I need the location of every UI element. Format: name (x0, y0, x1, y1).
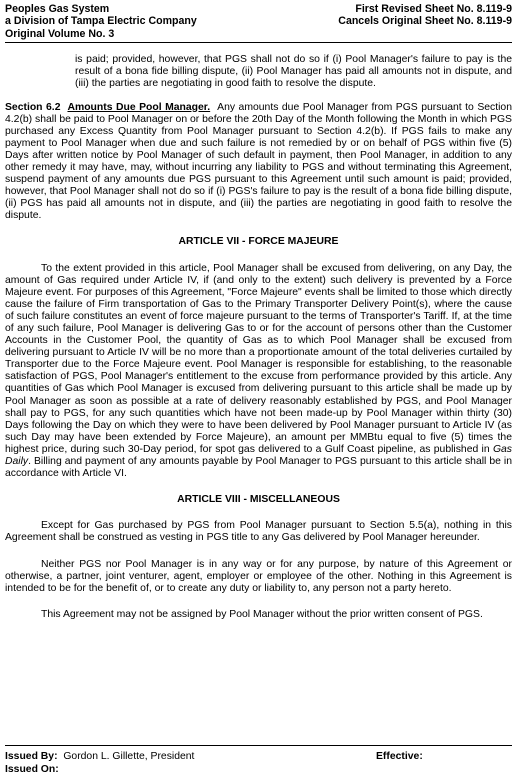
article-8-heading: ARTICLE VIII - MISCELLANEOUS (177, 494, 340, 506)
header-left (5, 3, 197, 40)
header-rule (5, 42, 512, 43)
section-number: Section 6.2 (5, 101, 61, 113)
issued-by-value: Gordon L. Gillette, President (63, 751, 195, 762)
article-7-text-b: . Billing and payment of any amounts payable by Pool Manager to PGS pursuant to this article shall be in accordance with Article VI. (5, 456, 512, 480)
page-footer (5, 745, 512, 776)
footer-row-1 (5, 750, 512, 763)
footer-rule (5, 745, 512, 746)
article-8-paragraph-3: This Agreement may not be assigned by Pool Manager without the prior written consent of PGS. (41, 608, 483, 620)
section-6-2-paragraph (5, 102, 512, 223)
document-page (5, 3, 512, 621)
article-7-heading: ARTICLE VII - FORCE MAJEURE (178, 236, 339, 248)
header-right (338, 3, 512, 40)
issued-by-label: Issued By: (5, 751, 58, 762)
publication-name: Gas Daily (5, 443, 512, 468)
footer-row-2 (5, 763, 512, 776)
issued-on-label: Issued On: (5, 764, 59, 775)
sheet-number: First Revised Sheet No. 8.119-9 (355, 3, 512, 15)
article-7-paragraph (5, 263, 512, 481)
issued-by (5, 750, 376, 763)
division-name: a Division of Tampa Electric Company (5, 15, 197, 28)
company-name: Peoples Gas System (5, 3, 110, 15)
effective-label: Effective: (376, 751, 423, 762)
page-header (5, 3, 512, 40)
volume-label: Original Volume No. 3 (5, 27, 115, 40)
cancels-sheet: Cancels Original Sheet No. 8.119-9 (338, 15, 512, 28)
article-8-paragraph-1: Except for Gas purchased by PGS from Pool Manager pursuant to Section 5.5(a), nothing in this Agreement shall be construed as vesting in PGS title to any Gas delivered by Pool Manager hereunder. (5, 520, 512, 544)
article-7-text-a: To the extent provided in this article, Pool Manager shall be excused from delivering, on any Day, the amount of Gas required under Article IV, if (and only to the extent) such delivery is prevented by a Force Majeure event. For purposes of this Agreement, "Force Majeure" events shall be limited to those which directly cause the failure of Firm transportation of Gas to the Primary Transporter Delivery Point(s), where the cause of such failure constitutes an event of force majeure pursuant to the terms of Transporter's Tariff. If, at the time of any such failure, Pool Manager is delivering Gas to or for the account of persons other than the Customer Accounts in the Customer Pool, the quantity of Gas as to which Pool Manager shall be excused from delivering pursuant to Article IV will be no more than a proportionate amount of the total deliveries curtailed by Transporter due to the Force Majeure event. Pool Manager is responsible for establishing, to the reasonable satisfaction of PGS, Pool Manager's entitlement to the excuse from performance provided by this article. Any quantities of Gas which Pool Manager is excused from delivering pursuant to this article shall be made up by Pool Manager as soon as possible at a rate of delivery reasonably established by PGS, and Pool Manager shall pay to PGS, for any such quantities which have not been made-up by Pool Manager within thirty (30) Days following the Day on which they were to have been delivered by Pool Manager pursuant to Article IV (as such Day may have been extended by Force Majeure), an amount per MMBtu equal to five (5) times the highest price, during such 30-Day period, for spot gas delivered to a Gulf Coast pipeline, as published in (5, 262, 512, 455)
continuation-paragraph: is paid; provided, however, that PGS shall not do so if (i) Pool Manager's failure to pay is the result of a bona fide billing dispute, (ii) Pool Manager has paid all amounts not in dispute, and (iii) the parties are negotiating in good faith to resolve the dispute. (75, 54, 512, 90)
section-text: Any amounts due Pool Manager from PGS pursuant to Section 4.2(b) shall be paid to Pool Manager on or before the 20th Day of the Month following the Month in which PGS purchased any Excess Quantity from Pool Manager pursuant to Section 4.2(b). If PGS fails to make any payment to Pool Manager when due and such failure is not remedied by or on behalf of PGS within five (5) Days after written notice by Pool Manager of such default in payment, then Pool Manager, in addition to any other remedy it may have, may, without incurring any liability to PGS and without terminating this Agreement, suspend payment of any amounts due PGS pursuant to this Agreement until such amount is paid; provided, however, that Pool Manager shall not do so if (i) PGS's failure to pay is the result of a bona fide billing dispute, (ii) PGS has paid all amounts not in dispute, and (iii) the parties are negotiating in good faith to resolve the dispute. (5, 101, 512, 222)
article-8-paragraph-2: Neither PGS nor Pool Manager is in any way or for any purpose, by nature of this Agreement or otherwise, a partner, joint venturer, agent, employer or employee of the other. Nothing in this Agreement is intended to be for the benefit of, or to create any duty or liability to, any person not a party hereto. (5, 558, 512, 594)
section-title: Amounts Due Pool Manager. (67, 101, 211, 113)
